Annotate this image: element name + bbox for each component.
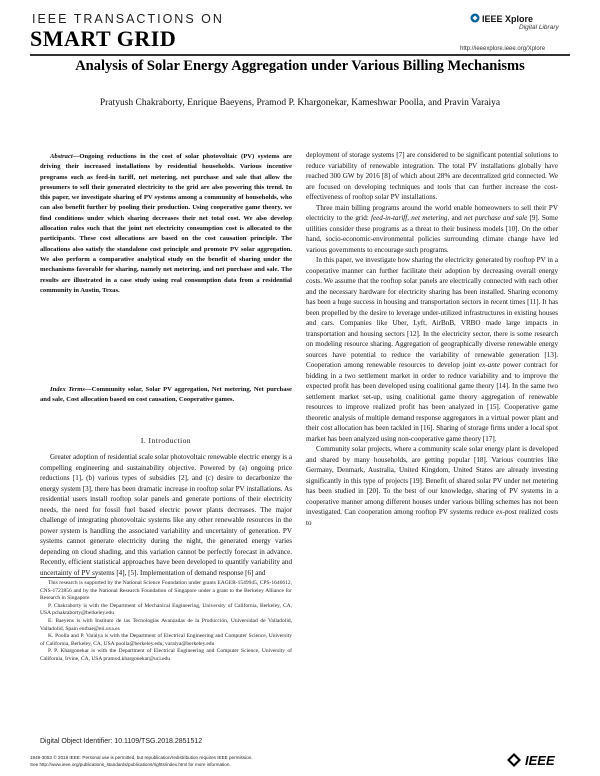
right-paragraph-3: In this paper, we investigate how sharing the electricity generated by rooftop PV in a cooperative manner can further facilitate their adoption by decreasing overall energy costs. We assume that the rooftop solar panels are electrically connected with each other and the necessary hardware for electricity sharing has been installed. Sharing economy has been a huge success in housing and transportation sectors in recent times [11]. It has been propelled by the desire to leverage under-utilized infrastructures in existing houses and cars. Companies like Uber, Lyft, AirBnB, VRBO made large impacts in transportation and housing sectors [12]. In the electricity sector, there is some research on modeling resource sharing. Aggregation of geographically diverse renewable energy sources have potential to reduce the variability of renewable generation [13]. Cooperation among renewable resources to develop joint ex-ante power contract for bidding in a two settlement market in order to reduce variability and to improve the expected profit has been developed using coalitional game theory [14]. In the same two settlement market set-up, using coalitional game theory aggregation of renewable resources to improve realized profit has been analyzed in [15]. Cooperative game theoretic analysis of multiple demand response aggregators in a virtual power plant and their cost allocation has been tackled in [16]. Sharing of storage firms under a local spot market has been analyzed using non-cooperative game theory [17]. [306,256,558,443]
ieee-diamond-icon [506,752,522,768]
right-column-body [306,150,558,528]
right-paragraph-2: Three main billing programs around the world enable homeowners to sell their PV electricity to the grid: feed-in-tariff, net metering, and net purchase and sale [9]. Some utilities consider these programs as a threat to their business models [10]. On the other hand, socio-economic-environmental policies surrounding climate change have led various governments to encourage such programs. [306,203,558,254]
ieee-wordmark: IEEE [525,752,555,768]
ieee-logo [506,752,555,768]
abstract [40,152,292,296]
abstract-text: —Ongoing reductions in the cost of solar photovoltaic (PV) systems are driving their increased installations by residential households. Various incentive programs such as feed-in tariff, net metering, net purchase and sale that allow the prosumers to sell their generated electricity to the grid are also powering this trend. In this paper, we investigate sharing of PV systems among a community of households, who can also benefit further by pooling their production. Using cooperative game theory, we find conditions under which sharing decreases their net total cost. We also develop allocation rules such that the joint net electricity consumption cost is allocated to the participants. These cost allocations are based on the cost causation principle. The allocations also satisfy the standalone cost principle and promote PV solar aggregation. We also perform a comparative analytical study on the benefit of sharing under the mechanisms favorable for sharing, namely net metering, and net purchase and sale. The results are illustrated in a case study using real consumption data from a residential community in Austin, Texas. [40,153,292,294]
copyright-line-1: 1949-3053 © 2018 IEEE. Personal use is permitted, but republication/redistribution requires IEEE permission. [30,755,253,760]
copyright-line-2: See http://www.ieee.org/publications_standards/publications/rights/index.html for more information. [30,761,231,767]
index-terms [40,385,292,406]
intro-text: Greater adoption of residential scale solar photovoltaic renewable electric energy is a compelling engineering and sustainability objective. Powered by (a) ongoing price reductions [1], (b) various types of subsidies [2], and (c) desire to decarbonize the energy system [3], there has been dramatic increase in rooftop solar PV installations. As residential users install rooftop solar panels and generate portions of their electricity needs, the need for fossil fuel based electric power plants decreases. The major challenge of integrating photovoltaic systems like any other renewable resources in the power system is handling the associated variability and uncertainty of generation. PV systems cannot generate electricity during the night, the generated energy varies depending on cloud shading, and this variation cannot be perfectly forecast in advance. Recently, efficient statistical approaches have been developed to quantify variability and uncertainty of PV systems [4], [5]. Implementation of demand response [6] and [40,453,292,577]
paper-authors: Pratyush Chakraborty, Enrique Baeyens, Pramod P. Khargonekar, Kameshwar Poolla, and Pravin Varaiya [99,98,501,108]
footnote-baeyens: E. Baeyens is with Instituto de las Tecnologías Avanzadas de la Producción, Universidad de Valladolid, Valladolid, Spain enrbae@eii.uva.es [40,617,292,632]
footnote-chakraborty: P. Chakraborty is with the Department of Mechanical Engineering, University of California, Berkeley, CA, USA pchakraborty@berkeley.edu [40,602,292,617]
paper-title: Analysis of Solar Energy Aggregation under Various Billing Mechanisms [75,58,525,74]
abstract-label: Abstract [50,153,73,160]
section-heading-introduction: I. Introduction [140,436,192,445]
footnote-khargonekar: P. P. Khargonekar is with the Department of Electrical Engineering and Computer Science, University of California, Irvine, CA, USA pramod.khargonekar@uci.edu [40,648,292,662]
footnote-poolla-varaiya: K. Poolla and P. Varaiya is with the Department of Electrical Engineering and Computer Science, University of California, Berkeley, CA, USA poolla@berkeley.edu, varaiya@berkeley.edu [40,633,292,647]
journal-name: SMART GRID [30,26,177,51]
right-paragraph-1: deployment of storage systems [7] are considered to be significant potential solutions to reduce variability of renewable integration. The total PV installations globally have reached 300 GW by 2016 [8] of which about 28% are decentralized grid connected. We are focused on developing techniques and tools that can further increase the cost-effectiveness of rooftop solar PV installations. [306,151,558,201]
index-terms-label: Index Terms [50,386,85,393]
right-paragraph-4: Community solar projects, where a community scale solar energy plant is developed and shared by many households, are getting popular [18]. Various countries like Germany, Denmark, Australia, United Kingdom, United States are already investing significantly in this type of projects [19]. Benefit of shared solar PV under net metering has been studied in [20]. To the best of our knowledge, sharing of PV systems in a cooperative manner among different houses under various billing schemes has not been investigated. Can cooperation among rooftop PV systems reduce ex-post realized costs to [306,445,558,527]
header-rule [30,54,570,56]
footnote-rule [40,577,96,578]
doi-line: Digital Object Identifier: 10.1109/TSG.2018.2851512 [40,738,203,745]
xplore-url[interactable]: http://ieeexplore.ieee.org/Xplore [460,46,546,52]
index-terms-text: —Community solar, Solar PV aggregation, Net metering, Net purchase and sale, Cost allocation based on cost causation, Cooperative games. [40,386,292,404]
xplore-tagline: Digital Library [519,24,559,31]
ieee-xplore-logo: IEEE Xplore [482,14,534,24]
journal-series-label: IEEE TRANSACTIONS ON [32,12,224,26]
footnote-funding: This research is supported by the National Science Foundation under grants EAGER-1549945, CPS-1646612, CNS-1723856 and by the National Research Foundation of Singapore under a grant to the Berkeley Alliance for Research in Singapore [40,580,292,602]
ieee-xplore-mark-icon [470,13,480,23]
introduction-paragraph [40,452,292,578]
copyright-notice [30,755,460,768]
footnotes [40,580,292,664]
